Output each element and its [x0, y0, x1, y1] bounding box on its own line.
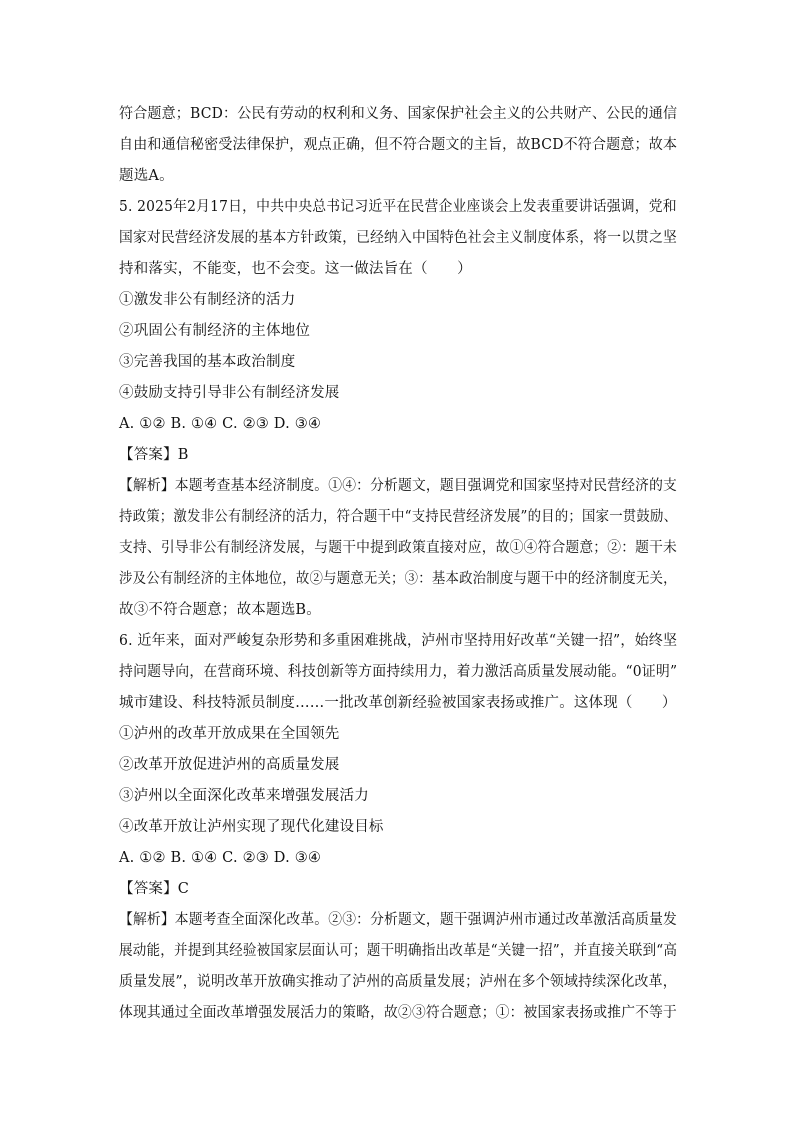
- question-5-stem: 国家对民营经济发展的基本方针政策，已经纳入中国特色社会主义制度体系，将一以贯之坚: [119, 230, 677, 246]
- question-5-option: ②巩固公有制经济的主体地位: [119, 323, 311, 339]
- question-6-option: ④改革开放让泸州实现了现代化建设目标: [119, 819, 384, 835]
- text-line: 符合题意；BCD：公民有劳动的权利和义务、国家保护社会主义的公共财产、公民的通信: [119, 106, 678, 122]
- question-5-stem: 持和落实，不能变，也不会变。这一做法旨在（ ）: [119, 261, 472, 277]
- question-6-option: ①泸州的改革开放成果在全国领先: [119, 726, 340, 742]
- question-5-stem: 5. 2025年2月17日，中共中央总书记习近平在民营企业座谈会上发表重要讲话强调，党和: [119, 199, 677, 215]
- question-6-choices: A. ①② B. ①④ C. ②③ D. ③④: [119, 850, 322, 866]
- question-6-analysis: 质量发展”，说明改革开放确实推动了泸州的高质量发展；泸州在多个领域持续深化改革，: [119, 974, 677, 990]
- question-6-analysis: 体现其通过全面改革增强发展活力的策略，故②③符合题意；①：被国家表扬或推广不等于: [119, 1005, 677, 1021]
- text-line: 自由和通信秘密受法律保护，观点正确，但不符合题文的主旨，故BCD不符合题意；故本: [119, 137, 678, 153]
- question-6-option: ③泸州以全面深化改革来增强发展活力: [119, 788, 369, 804]
- question-6-answer: 【答案】C: [119, 881, 190, 897]
- question-6-analysis: 【解析】本题考查全面深化改革。②③：分析题文，题干强调泸州市通过改革激活高质量发: [119, 912, 677, 928]
- question-5-analysis: 涉及公有制经济的主体地位，故②与题意无关；③：基本政治制度与题干中的经济制度无关，: [119, 571, 677, 587]
- question-5-option: ①激发非公有制经济的活力: [119, 292, 296, 308]
- question-5-analysis: 故③不符合题意；故本题选B。: [119, 602, 321, 618]
- question-6-stem: 城市建设、科技特派员制度……一批改革创新经验被国家表扬或推广。这体现（ ）: [119, 695, 677, 711]
- question-5-answer: 【答案】B: [119, 447, 189, 463]
- question-5-analysis: 持政策；激发非公有制经济的活力，符合题干中“支持民营经济发展”的目的；国家一贯鼓励、: [119, 509, 678, 525]
- question-5-choices: A. ①② B. ①④ C. ②③ D. ③④: [119, 416, 322, 432]
- question-5-option: ③完善我国的基本政治制度: [119, 354, 296, 370]
- question-6-option: ②改革开放促进泸州的高质量发展: [119, 757, 340, 773]
- question-6-stem: 持问题导向，在营商环境、科技创新等方面持续用力，着力激活高质量发展动能。“0证明”: [119, 664, 678, 680]
- text-line: 题选A。: [119, 168, 174, 184]
- question-6-stem: 6. 近年来，面对严峻复杂形势和多重困难挑战，泸州市坚持用好改革“关键一招”，始终坚: [119, 633, 678, 649]
- question-5-analysis: 【解析】本题考查基本经济制度。①④：分析题文，题目强调党和国家坚持对民营经济的支: [119, 478, 677, 494]
- question-5-analysis: 支持、引导非公有制经济发展，与题干中提到政策直接对应，故①④符合题意；②：题干未: [119, 540, 677, 556]
- question-5-option: ④鼓励支持引导非公有制经济发展: [119, 385, 340, 401]
- question-6-analysis: 展动能，并提到其经验被国家层面认可；题干明确指出改革是“关键一招”，并直接关联到“高: [119, 943, 678, 959]
